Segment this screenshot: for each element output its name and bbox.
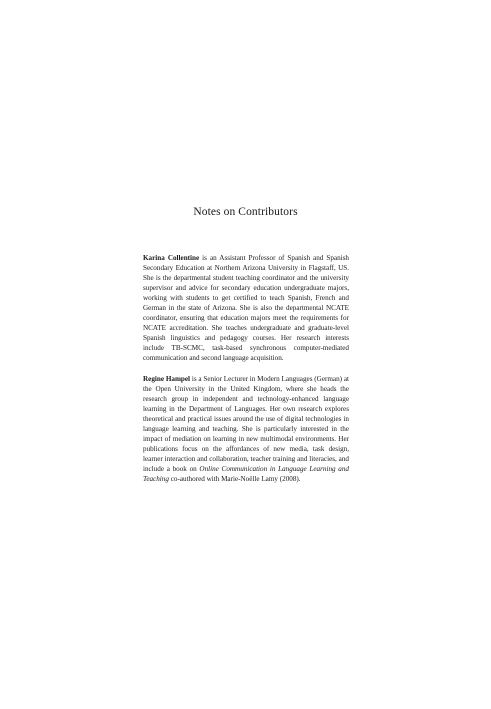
contributor-entry xyxy=(143,253,349,364)
book-title: Online Communication in Language Learning and Teaching xyxy=(143,464,349,483)
page-title: Notes on Contributors xyxy=(193,206,298,218)
contributor-entry xyxy=(143,374,349,485)
contributor-bio: is an Assistant Professor of Spanish and Spanish Secondary Education at Northern Arizona University in Flagstaff, US. She is the departmental student teaching coordinator and the university supervisor and advice for secondary education undergraduate majors, working with students to get certified to teach Spanish, French and German in the state of Arizona. She is also the departmental NCATE coordinator, ensuring that education majors meet the requirements for NCATE accreditation. She teaches undergraduate and graduate-level Spanish linguistics and pedagogy courses. Her research interests include TB-SCMC, task-based synchronous computer-mediated communication and second language acquisition. xyxy=(143,254,349,363)
contributor-bio-end: co-authored with Marie-Noëlle Lamy (2008). xyxy=(168,474,301,483)
contributors-list xyxy=(143,253,349,494)
contributor-bio: is a Senior Lecturer in Modern Languages (German) at the Open University in the United Kingdom, where she heads the research group in independent and technology-enhanced language learning in the Department of Languages. Her own research explores theoretical and practical issues around the use of digital technologies in language learning and teaching. She is particularly interested in the impact of mediation on learning in new multimodal environments. Her publications focus on the affordances of new media, task design, learner interaction and collaboration, teacher training and literacies, and include a book on xyxy=(143,374,349,473)
contributor-name: Karina Collentine xyxy=(143,254,200,262)
contributor-name: Regine Hampel xyxy=(143,374,191,383)
